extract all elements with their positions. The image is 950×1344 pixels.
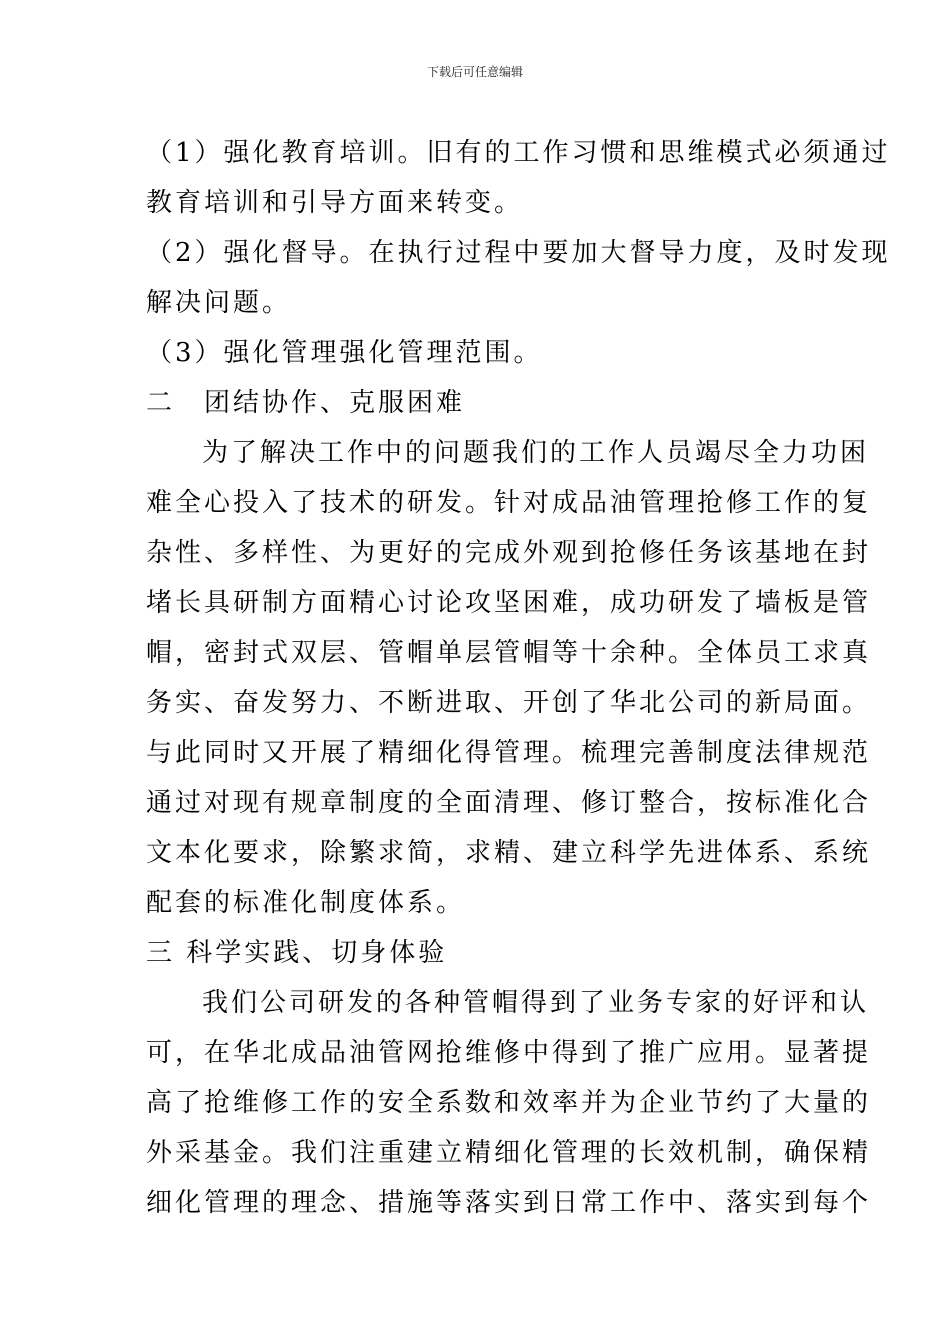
text-line: 帽，密封式双层、管帽单层管帽等十余种。全体员工求真	[146, 638, 872, 668]
text-line: 配套的标准化制度体系。	[146, 888, 466, 918]
text-line: 高了抢维修工作的安全系数和效率并为企业节约了大量的	[146, 1088, 872, 1118]
text-line: 务实、奋发努力、不断进取、开创了华北公司的新局面。	[146, 688, 872, 718]
document-body	[146, 128, 891, 1228]
paragraph-first-line: 为了解决工作中的问题我们的工作人员竭尽全力功困	[202, 438, 870, 468]
text-line: 解决问题。	[146, 288, 292, 318]
section-heading: 三 科学实践、切身体验	[146, 938, 448, 968]
text-line: 通过对现有规章制度的全面清理、修订整合，按标准化合	[146, 788, 872, 818]
text-line: 与此同时又开展了精细化得管理。梳理完善制度法律规范	[146, 738, 872, 768]
text-line: 细化管理的理念、措施等落实到日常工作中、落实到每个	[146, 1188, 872, 1218]
text-line: （3）强化管理强化管理范围。	[146, 338, 543, 368]
text-line: 可，在华北成品油管网抢维修中得到了推广应用。显著提	[146, 1038, 872, 1068]
text-line: 难全心投入了技术的研发。针对成品油管理抢修工作的复	[146, 488, 872, 518]
text-line: （2）强化督导。在执行过程中要加大督导力度，及时发现	[146, 238, 891, 268]
text-line: 教育培训和引导方面来转变。	[146, 188, 524, 218]
text-line: 文本化要求，除繁求简，求精、建立科学先进体系、系统	[146, 838, 872, 868]
text-line: 外采基金。我们注重建立精细化管理的长效机制，确保精	[146, 1138, 872, 1168]
text-line: （1）强化教育培训。旧有的工作习惯和思维模式必须通过	[146, 138, 891, 168]
paragraph-first-line: 我们公司研发的各种管帽得到了业务专家的好评和认	[202, 988, 870, 1018]
page-header: 下载后可任意编辑	[426, 65, 523, 79]
text-line: 杂性、多样性、为更好的完成外观到抢修任务该基地在封	[146, 538, 872, 568]
section-heading: 二 团结协作、克服困难	[146, 388, 466, 418]
text-line: 堵长具研制方面精心讨论攻坚困难，成功研发了墙板是管	[146, 588, 872, 618]
